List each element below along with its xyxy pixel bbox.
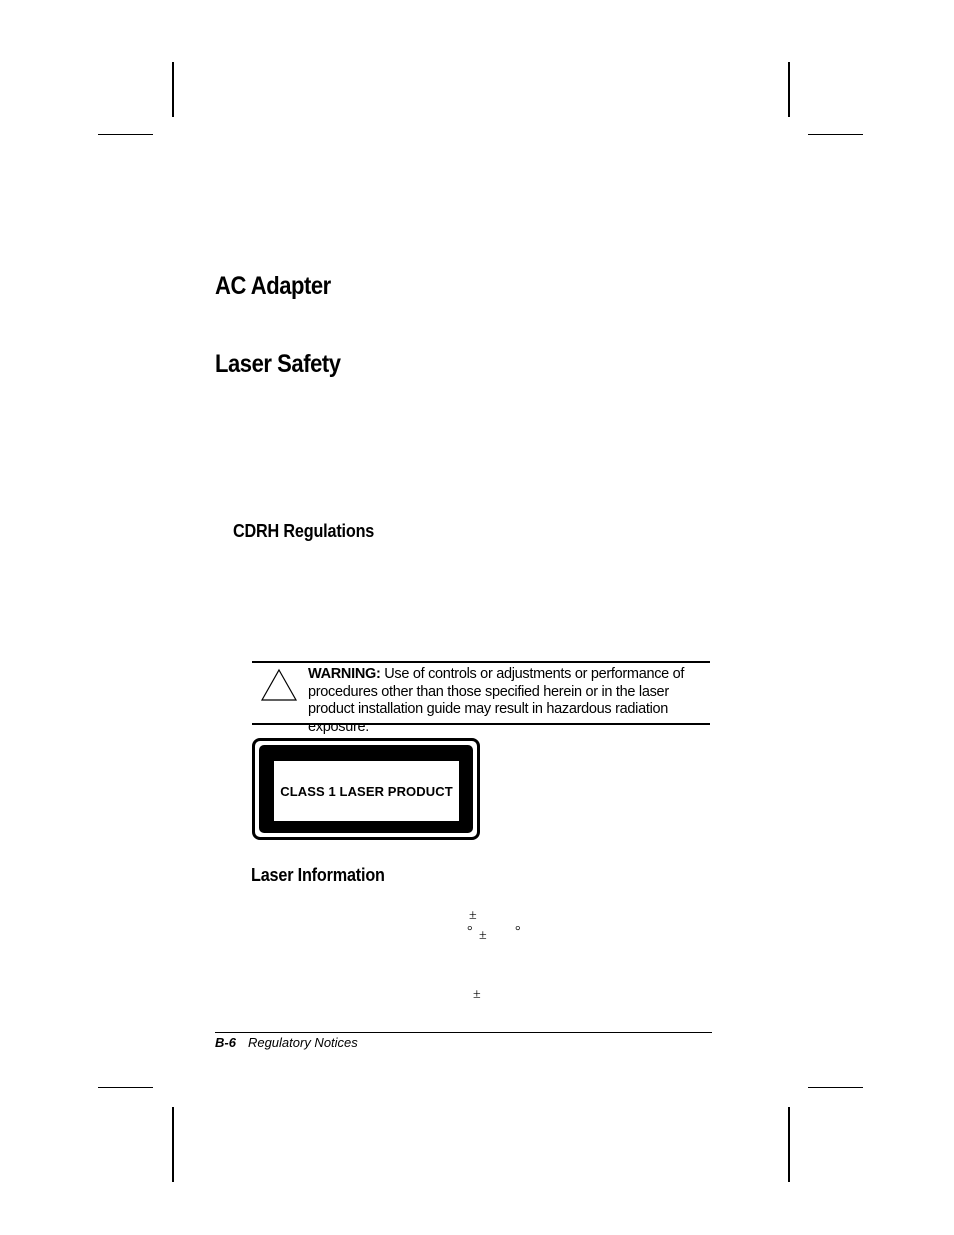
- warning-triangle-icon: [260, 668, 298, 702]
- plus-minus-symbol: ±: [473, 987, 481, 1002]
- footer-rule: [215, 1032, 712, 1033]
- warning-text: [308, 666, 718, 736]
- page-footer: [215, 1035, 358, 1050]
- plus-minus-symbol: ±: [469, 908, 477, 923]
- laser-product-label: [252, 738, 480, 840]
- heading-cdrh-regulations: CDRH Regulations: [233, 521, 375, 541]
- plus-minus-symbol: ±: [479, 928, 487, 943]
- page-number: B-6: [215, 1035, 236, 1050]
- warning-box: [252, 661, 710, 735]
- crop-mark: [98, 134, 153, 135]
- warning-label: WARNING:: [308, 666, 381, 682]
- heading-ac-adapter: AC Adapter: [215, 272, 331, 300]
- heading-laser-safety: Laser Safety: [215, 350, 341, 378]
- heading-laser-information: Laser Information: [251, 865, 385, 885]
- warning-body: Use of controls or adjustments or performance of procedures other than those specified herein or in the laser product installation guide may result in hazardous radiation exposure.: [308, 666, 685, 735]
- crop-mark: [788, 62, 790, 117]
- crop-mark: [98, 1087, 153, 1088]
- crop-mark: [172, 1107, 174, 1182]
- crop-mark: [788, 1107, 790, 1182]
- crop-mark: [808, 134, 863, 135]
- crop-mark: [808, 1087, 863, 1088]
- crop-mark: [172, 62, 174, 117]
- laser-label-text: CLASS 1 LASER PRODUCT: [280, 783, 453, 799]
- footer-section: Regulatory Notices: [247, 1035, 358, 1050]
- degree-symbol: °: [467, 924, 473, 939]
- degree-symbol: °: [515, 924, 521, 939]
